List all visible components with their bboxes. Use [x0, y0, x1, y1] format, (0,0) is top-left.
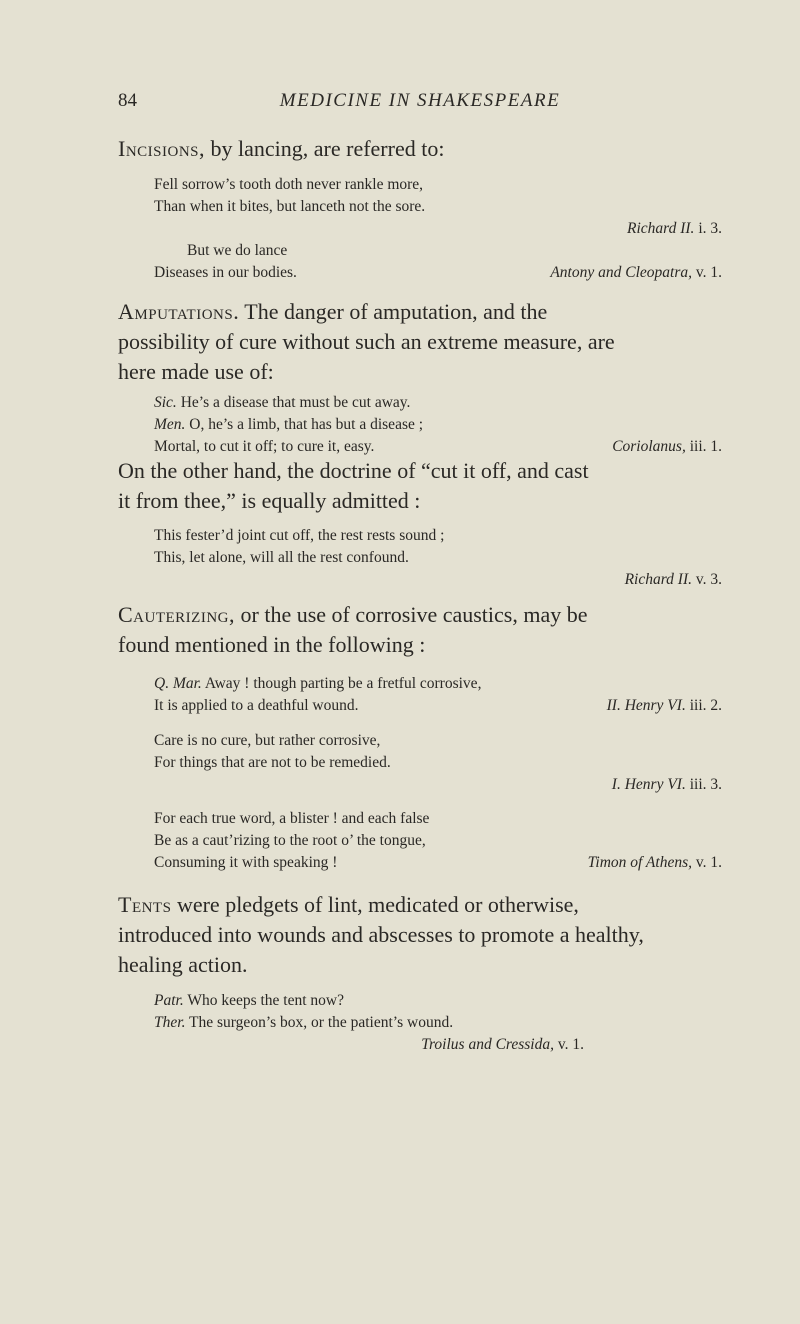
amputations-line-2: possibility of cure without such an extreme measure, are	[118, 329, 615, 354]
quote-line: Than when it bites, but lanceth not the sore.	[154, 198, 426, 215]
cauterizing-line-1: or the use of corrosive caustics, may be	[235, 602, 588, 627]
reference-title: Richard II.	[627, 220, 695, 237]
running-head: MEDICINE IN SHAKESPEARE	[279, 90, 561, 111]
speaker-name: Men.	[154, 416, 186, 433]
quote-text: He’s a disease that must be cut away.	[176, 394, 411, 411]
speaker-name: Ther.	[154, 1014, 186, 1031]
reference-title: Troilus and Cressida,	[421, 1036, 554, 1053]
quote-line	[154, 392, 722, 414]
quote-text: Consuming it with speaking !	[154, 854, 338, 871]
quote-text: It is applied to a deathful wound.	[154, 697, 359, 714]
cauterizing-quote-3	[154, 808, 722, 874]
incisions-heading: Incisions,	[118, 136, 206, 161]
reference-act-scene: iii. 2.	[685, 697, 722, 714]
page-header	[118, 90, 722, 120]
tents-heading: Tents	[118, 892, 172, 917]
quote-line	[154, 990, 584, 1012]
reference-act-scene: iii. 1.	[685, 438, 722, 455]
other-hand-quote	[154, 525, 722, 591]
reference-act-scene: iii. 3.	[685, 776, 722, 793]
quote-line	[154, 673, 722, 695]
amputations-line-3: here made use of:	[118, 359, 274, 384]
quote-line: This, let alone, will all the rest confound.	[154, 549, 409, 566]
reference-act-scene: v. 1.	[692, 264, 722, 281]
tents-line-3: healing action.	[118, 952, 248, 977]
reference-title: Richard II.	[624, 571, 692, 588]
reference-act-scene: v. 1.	[692, 854, 722, 871]
quote-text: Who keeps the tent now?	[183, 992, 344, 1009]
incisions-quote-1	[154, 174, 722, 240]
amputations-paragraph	[118, 297, 722, 387]
quote-line: For each true word, a blister ! and each false	[154, 810, 430, 827]
other-hand-paragraph	[118, 456, 722, 516]
quote-text: The surgeon’s box, or the patient’s wound.	[185, 1014, 454, 1031]
amputations-line-1: The danger of amputation, and the	[239, 299, 548, 324]
cauterizing-quote-2	[154, 730, 722, 796]
tents-paragraph	[118, 890, 722, 980]
amputations-quote	[154, 392, 722, 458]
cauterizing-quote-1	[154, 673, 722, 717]
quote-text: Away ! though parting be a fretful corrosive,	[201, 675, 482, 692]
other-hand-line-1: On the other hand, the doctrine of “cut it off, and cast	[118, 458, 589, 483]
cauterizing-line-2: found mentioned in the following :	[118, 632, 426, 657]
quote-line-with-reference	[154, 436, 722, 458]
reference-act-scene: v. 1.	[554, 1036, 584, 1053]
quote-reference	[154, 218, 722, 240]
reference-title: Timon of Athens,	[587, 854, 692, 871]
quote-line	[154, 414, 722, 436]
reference-title: II. Henry VI.	[606, 697, 686, 714]
tents-quote	[154, 990, 584, 1056]
amputations-heading: Amputations.	[118, 299, 240, 324]
incisions-text: by lancing, are referred to:	[205, 136, 445, 161]
cauterizing-paragraph	[118, 600, 722, 660]
reference-title: I. Henry VI.	[611, 776, 686, 793]
quote-line-with-reference	[154, 695, 722, 717]
speaker-name: Sic.	[154, 394, 177, 411]
quote-line: But we do lance	[187, 242, 288, 259]
speaker-name: Q. Mar.	[154, 675, 202, 692]
quote-line	[154, 1012, 584, 1034]
quote-line: For things that are not to be remedied.	[154, 754, 391, 771]
reference-title: Coriolanus,	[612, 438, 686, 455]
tents-line-2: introduced into wounds and abscesses to promote a healthy,	[118, 922, 644, 947]
tents-line-1: were pledgets of lint, medicated or otherwise,	[171, 892, 579, 917]
speaker-name: Patr.	[154, 992, 184, 1009]
other-hand-line-2: it from thee,” is equally admitted :	[118, 488, 421, 513]
quote-reference	[154, 1034, 584, 1056]
quote-line: Be as a caut’rizing to the root o’ the tongue,	[154, 832, 426, 849]
quote-line-with-reference	[154, 262, 722, 284]
quote-text: Mortal, to cut it off; to cure it, easy.	[154, 438, 375, 455]
quote-line: Care is no cure, but rather corrosive,	[154, 732, 381, 749]
cauterizing-heading: Cauterizing,	[118, 602, 235, 627]
quote-line: Diseases in our bodies.	[154, 264, 297, 281]
reference-act-scene: v. 3.	[692, 571, 722, 588]
quote-reference	[154, 774, 722, 796]
incisions-paragraph	[118, 134, 722, 164]
incisions-quote-2	[154, 240, 722, 284]
quote-reference	[154, 569, 722, 591]
quote-text: O, he’s a limb, that has but a disease ;	[185, 416, 424, 433]
quote-line-with-reference	[154, 852, 722, 874]
reference-title: Antony and Cleopatra,	[550, 264, 692, 281]
quote-line: This fester’d joint cut off, the rest rests sound ;	[154, 527, 445, 544]
reference-act-scene: i. 3.	[694, 220, 722, 237]
page-number: 84	[118, 90, 137, 111]
quote-line: Fell sorrow’s tooth doth never rankle more,	[154, 176, 424, 193]
